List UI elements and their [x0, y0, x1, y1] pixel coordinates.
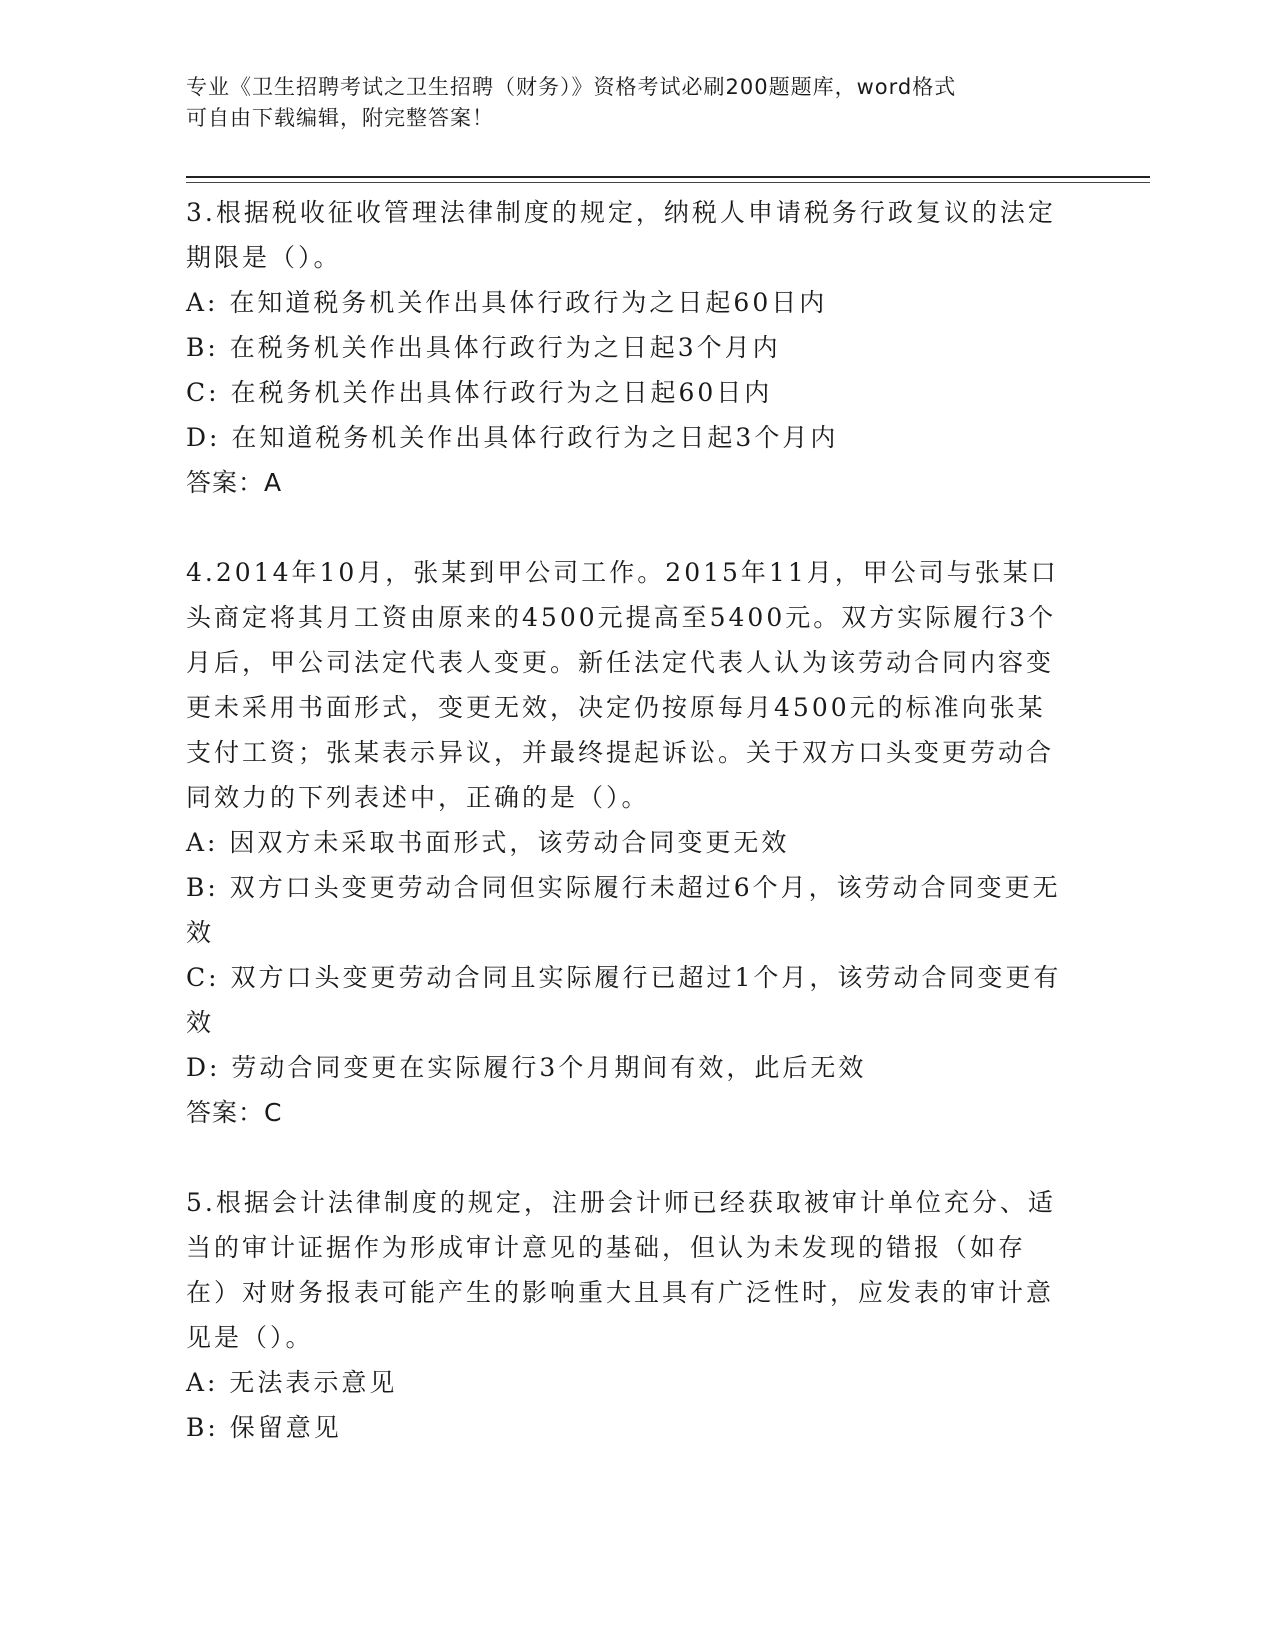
header-line-1: 专业《卫生招聘考试之卫生招聘（财务）》资格考试必刷200题题库，word格式	[186, 75, 957, 99]
question-4	[186, 550, 1066, 1135]
option-d: D: 在知道税务机关作出具体行政行为之日起3个月内	[186, 423, 839, 452]
option-c: C: 在税务机关作出具体行政行为之日起60日内	[186, 378, 773, 407]
option-d: D: 劳动合同变更在实际履行3个月期间有效，此后无效	[186, 1053, 867, 1082]
question-text: 5.根据会计法律制度的规定，注册会计师已经获取被审计单位充分、适当的审计证据作为形成审计意见的基础，但认为未发现的错报（如存在）对财务报表可能产生的影响重大且具有广泛性时，应发表的审计意见是（）。	[186, 1188, 1056, 1352]
question-text: 4.2014年10月，张某到甲公司工作。2015年11月，甲公司与张某口头商定将其月工资由原来的4500元提高至5400元。双方实际履行3个月后，甲公司法定代表人变更。新任法定代表人认为该劳动合同内容变更未采用书面形式，变更无效，决定仍按原每月4500元的标准向张某支付工资；张某表示异议，并最终提起诉讼。关于双方口头变更劳动合同效力的下列表述中，正确的是（）。	[186, 558, 1059, 812]
option-b: B: 保留意见	[186, 1413, 342, 1442]
document-header	[186, 72, 1066, 134]
question-list	[186, 190, 1066, 1495]
option-c: C: 双方口头变更劳动合同且实际履行已超过1个月，该劳动合同变更有效	[186, 963, 1062, 1037]
answer-line: 答案：A	[186, 468, 283, 497]
question-text: 3.根据税收征收管理法律制度的规定，纳税人申请税务行政复议的法定期限是（）。	[186, 198, 1056, 272]
option-a: A: 因双方未采取书面形式，该劳动合同变更无效	[186, 828, 790, 857]
header-divider-thick	[186, 176, 1150, 178]
option-a: A: 在知道税务机关作出具体行政行为之日起60日内	[186, 288, 828, 317]
option-b: B: 双方口头变更劳动合同但实际履行未超过6个月，该劳动合同变更无效	[186, 873, 1061, 947]
option-b: B: 在税务机关作出具体行政行为之日起3个月内	[186, 333, 781, 362]
header-line-2: 可自由下载编辑，附完整答案！	[186, 106, 494, 130]
answer-line: 答案：C	[186, 1098, 283, 1127]
header-divider-thin	[186, 182, 1150, 183]
question-3	[186, 190, 1066, 505]
question-5	[186, 1180, 1066, 1450]
option-a: A: 无法表示意见	[186, 1368, 398, 1397]
